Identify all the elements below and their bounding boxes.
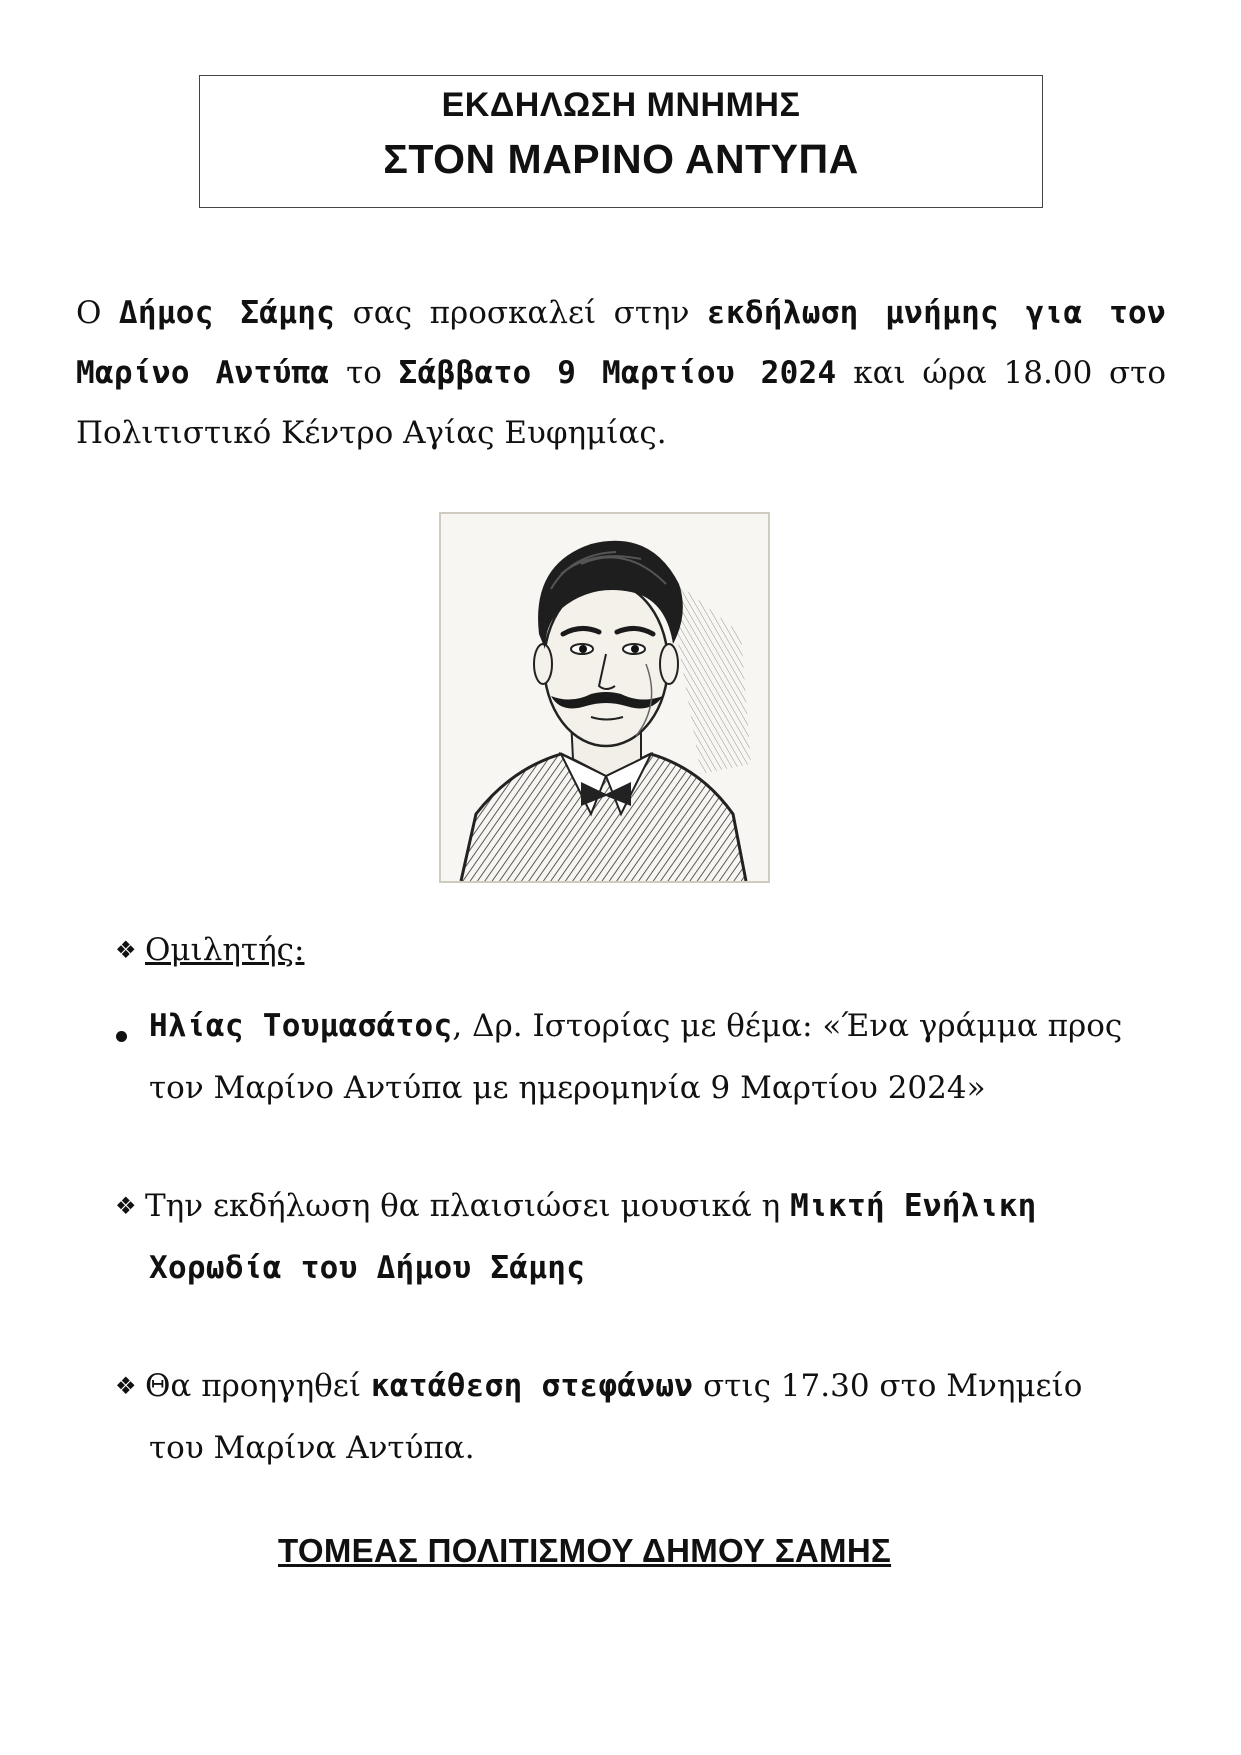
footer-signature: ΤΟΜΕΑΣ ΠΟΛΙΤΙΣΜΟΥ ΔΗΜΟΥ ΣΑΜΗΣ xyxy=(278,1532,892,1569)
intro-paragraph: Ο Δήμος Σάμης σας προσκαλεί στην εκδήλωση μνήμης για τον Μαρίνο Αντύπα το Σάββατο 9 Μαρτίου 2024 και ώρα 18.00 στο Πολιτιστικό Κέντρο Αγίας Ευφημίας. xyxy=(76,295,1166,451)
speakers-heading: Ομιλητής: xyxy=(145,932,305,968)
music-line-2: Χορωδία του Δήμου Σάμης xyxy=(149,1250,586,1286)
event-date: Σάββατο 9 Μαρτίου 2024 xyxy=(398,355,837,391)
portrait-drawing xyxy=(441,514,768,881)
diamond-bullet-icon: ❖ xyxy=(115,1192,137,1220)
organizer: Δήμος Σάμης xyxy=(118,295,336,331)
title-box xyxy=(199,75,1043,208)
portrait-image xyxy=(439,512,770,883)
title-line-1: ΕΚΔΗΛΩΣΗ ΜΝΗΜΗΣ xyxy=(441,86,801,124)
speaker-line-1: Ηλίας Τουμασάτος, Δρ. Ιστορίας με θέμα: «Ένα γράμμα προς xyxy=(149,1008,1123,1044)
diamond-bullet-icon: ❖ xyxy=(115,936,137,964)
speakers-heading-line xyxy=(115,920,304,980)
diamond-bullet-icon: ❖ xyxy=(115,1372,137,1400)
event-name: εκδήλωση μνήμης για τον Μαρίνο Αντύπα xyxy=(76,295,1166,391)
title-line-2: ΣΤΟΝ ΜΑΡΙΝΟ ΑΝΤΥΠΑ xyxy=(383,136,859,182)
wreath-line-1: ❖ Θα προηγηθεί κατάθεση στεφάνων στις 17.30 στο Μνημείο xyxy=(115,1356,1082,1416)
speaker-name: Ηλίας Τουμασάτος xyxy=(149,1008,453,1044)
speaker-line-2: τον Μαρίνο Αντύπα με ημερομηνία 9 Μαρτίου 2024» xyxy=(149,1070,986,1106)
dot-bullet-icon xyxy=(116,1031,127,1042)
music-line-1: ❖ Την εκδήλωση θα πλαισιώσει μουσικά η Μικτή Ενήλικη xyxy=(115,1176,1037,1236)
wreath-line-2: του Μαρίνα Αντύπα. xyxy=(149,1430,475,1466)
